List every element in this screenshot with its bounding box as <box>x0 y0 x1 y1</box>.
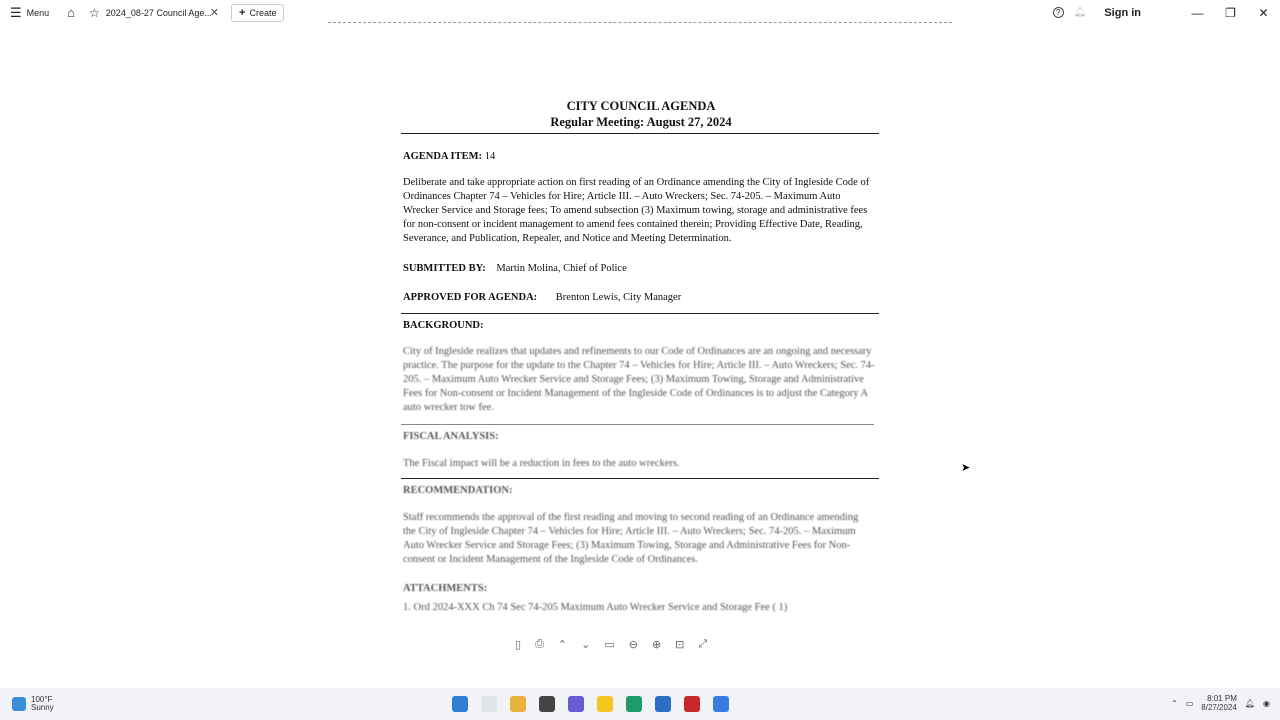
page-view-icon[interactable]: ▯ <box>515 639 522 651</box>
document-page <box>401 98 881 615</box>
submitted-by-value: Martin Molina, Chief of Police <box>496 263 627 274</box>
zoom-out-icon[interactable]: ⊖ <box>628 639 638 651</box>
agenda-item <box>403 150 881 164</box>
help-icon[interactable]: ? <box>1053 7 1064 18</box>
agenda-subtitle: Regular Meeting: August 27, 2024 <box>550 115 732 129</box>
acrobat-icon[interactable] <box>684 696 700 712</box>
clock-date: 8/27/2024 <box>1201 703 1237 712</box>
create-label: Create <box>249 7 277 18</box>
start-icon[interactable] <box>452 696 468 712</box>
clock[interactable] <box>1201 694 1237 712</box>
attachments-heading: ATTACHMENTS: <box>403 583 488 594</box>
mouse-cursor-icon: ➤ <box>961 462 971 474</box>
restore-icon[interactable]: ❐ <box>1225 5 1236 20</box>
teams-icon[interactable] <box>568 696 584 712</box>
chevron-up-tray-icon[interactable]: ⌃ <box>1171 698 1178 708</box>
document-tab-title: 2024_08-27 Council Age... <box>105 7 212 18</box>
agenda-title: CITY COUNCIL AGENDA <box>566 99 716 113</box>
agenda-description: Deliberate and take appropriate action on first reading of an Ordinance amending the City of Ingleside Code of Ordinances Chapter 74 – Vehicles for Hire; Article III. – Auto Wreckers; Sec. 74-205. – Maximum Auto Wrecker Service and Storage fees; To amend subsection (3) Maximum towing, storage and administrative fees for non-consent or incident management to amend fees contained therein; Providing Effective Date, Reading, Severance, and Publication, Repealer, and Notice and Meeting Determination. <box>403 177 870 244</box>
fit-page-icon[interactable]: ⊡ <box>675 639 685 651</box>
taskbar-apps <box>452 696 729 712</box>
menu-label: Menu <box>26 7 50 18</box>
background-text: City of Ingleside realizes that updates and refinements to our Code of Ordinances are an ongoing and necessary practice. The purpose for the update to the Chapter 74 – Vehicles for Hire; Article III. – Auto Wreckers; Sec. 74-205. – Maximum Auto Wrecker Service and Storage Fees; (3) Maximum Towing, Storage and Administrative Fees for Non-consent or Incident Management of the Ingleside Code of Ordinances is to adjust the Category A auto wrecker tow fee. <box>403 346 875 413</box>
home-icon[interactable]: ⌂ <box>67 5 76 20</box>
approved-label: APPROVED FOR AGENDA: <box>403 292 538 303</box>
approved-value: Brenton Lewis, City Manager <box>555 292 682 303</box>
sign-in-button[interactable]: Sign in <box>1104 6 1141 19</box>
taskbar <box>0 688 1280 720</box>
window-close-icon[interactable]: ✕ <box>1258 5 1269 20</box>
fiscal-text: The Fiscal impact will be a reduction in fees to the auto wreckers. <box>403 458 680 469</box>
star-icon[interactable]: ☆ <box>89 5 100 20</box>
folder-icon[interactable] <box>597 696 613 712</box>
weather-temp: 100°F <box>31 695 53 704</box>
app-icon[interactable] <box>539 696 555 712</box>
expand-icon[interactable]: ⤢ <box>698 638 708 650</box>
submitted-by-label: SUBMITTED BY: <box>403 263 486 274</box>
approved-for-agenda <box>403 291 881 305</box>
background-heading: BACKGROUND: <box>403 320 484 331</box>
chevron-up-icon[interactable]: ⌃ <box>557 639 568 651</box>
file-explorer-icon[interactable] <box>510 696 526 712</box>
recommendation-heading: RECOMMENDATION: <box>403 485 513 496</box>
system-tray <box>1171 694 1270 712</box>
document-tab[interactable] <box>89 6 219 20</box>
page-toolbar <box>515 638 707 651</box>
hamburger-icon: ☰ <box>10 5 22 20</box>
attachment-link[interactable]: 1. Ord 2024-XXX Ch 74 Sec 74-205 Maximum Auto Wrecker Service and Storage Fee ( 1) <box>403 602 788 613</box>
divider <box>401 313 879 314</box>
divider <box>401 478 879 479</box>
page-top-edge <box>328 22 952 23</box>
print-icon[interactable]: ⎙ <box>535 638 544 650</box>
divider <box>401 133 879 134</box>
weather-condition: Sunny <box>31 703 54 712</box>
outlook-icon[interactable] <box>655 696 671 712</box>
plus-icon: + <box>239 6 246 19</box>
edge-icon[interactable] <box>713 696 729 712</box>
network-icon[interactable]: ▭ <box>1185 698 1194 708</box>
agenda-item-number: 14 <box>484 151 496 162</box>
recommendation-text: Staff recommends the approval of the first reading and moving to second reading of an Ordinance amending the City of Ingleside Chapter 74 – Vehicles for Hire; Article III. – Auto Wreckers; Sec. 74-205. – Maximum Auto Wrecker Service and Storage Fees; (3) Maximum Towing, Storage and Administrative Fees for Non-consent or Incident Management of the Ingleside Code of Ordinances. <box>403 512 859 565</box>
create-button[interactable] <box>231 4 284 22</box>
fiscal-heading: FISCAL ANALYSIS: <box>403 431 499 442</box>
divider <box>401 424 874 425</box>
page-number-icon[interactable]: ▭ <box>604 639 615 651</box>
clock-time: 8:01 PM <box>1207 694 1237 703</box>
browser-icon[interactable] <box>626 696 642 712</box>
search-icon[interactable] <box>481 696 497 712</box>
chevron-down-icon[interactable]: ⌄ <box>581 639 591 651</box>
bell-icon[interactable]: 🔔︎ <box>1073 7 1087 18</box>
close-icon[interactable]: ✕ <box>209 7 220 19</box>
weather-widget[interactable] <box>12 696 54 712</box>
notification-icon[interactable]: 🔔︎ <box>1244 698 1256 708</box>
weather-icon <box>12 697 26 711</box>
zoom-in-icon[interactable]: ⊕ <box>651 639 662 651</box>
agenda-item-label: AGENDA ITEM: <box>403 151 483 162</box>
minimize-icon[interactable]: — <box>1191 5 1204 20</box>
submitted-by <box>403 262 881 276</box>
copilot-icon[interactable]: ◉ <box>1263 698 1270 708</box>
menu-button[interactable] <box>10 6 49 19</box>
